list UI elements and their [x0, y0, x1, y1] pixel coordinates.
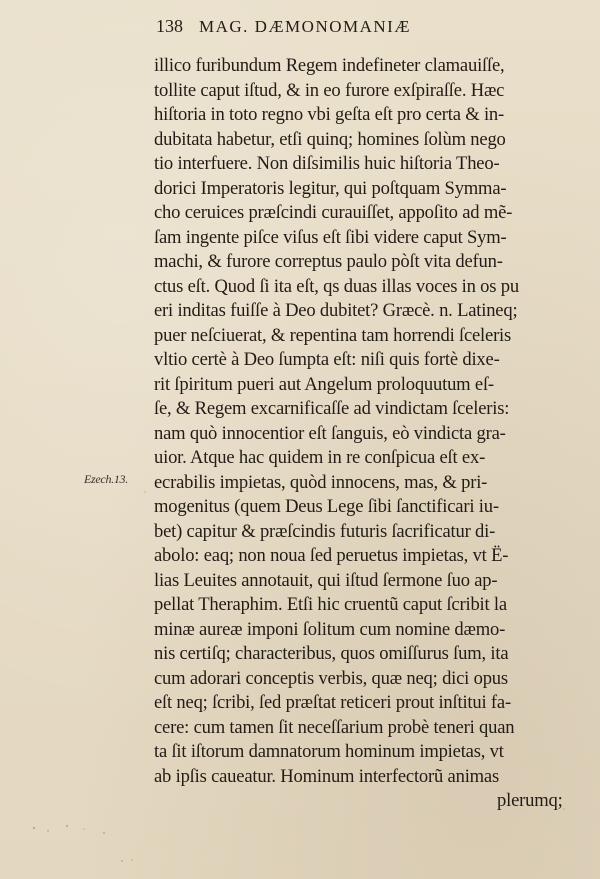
- text-line: eſt neq; ſcribi, ſed præſtat reticeri prout inſtitui fa-: [154, 692, 511, 713]
- text-line: ab ipſis caueatur. Hominum interfectorũ animas: [154, 765, 500, 787]
- catchword: plerumq;: [497, 790, 563, 811]
- text-line: uior. Atque hac quidem in re conſpicua eſt ex-: [154, 447, 486, 468]
- margin-note: Ezech.13.: [84, 472, 128, 486]
- text-line: nam quò innocentior eſt ſanguis, eò vindicta gra-: [154, 422, 506, 444]
- body-text: [154, 54, 584, 814]
- text-line: illico furibundum Regem indefineter clamauiſſe,: [154, 55, 505, 76]
- text-line: tollite caput iſtud, & in eo furore exſpiraſſe. Hæc: [154, 79, 505, 101]
- text-line: ta ſit iſtorum damnatorum hominum impietas, vt: [154, 741, 504, 762]
- text-line: minæ aureæ imponi ſolitum cum nomine dæmo-: [154, 618, 506, 640]
- text-line: lias Leuites annotauit, qui iſtud ſermone ſuo ap-: [154, 569, 498, 591]
- page-header: [156, 16, 576, 44]
- text-line: ctus eſt. Quod ſi ita eſt, qs duas illas voces in os pu: [154, 275, 519, 297]
- text-line: hiſtoria in toto regno vbi geſta eſt pro certa & in-: [154, 104, 505, 125]
- text-line: ſe, & Regem excarnificaſſe ad vindictam ſceleris:: [154, 398, 510, 419]
- text-line: bet) capitur & præſcindis futuris ſacrificatur di-: [154, 520, 496, 542]
- text-line: tio interfuere. Non diſsimilis huic hiſtoria Theo-: [154, 153, 500, 174]
- text-line: cum adorari conceptis verbis, quæ neq; dici opus: [154, 667, 508, 689]
- text-line: eri inditas fuiſſe à Deo dubitet? Græcè. n. Latineq;: [154, 300, 518, 321]
- text-line: puer neſciuerat, & repentina tam horrendi ſceleris: [154, 324, 512, 346]
- text-line: abolo: eaq; non noua ſed peruetus impietas, vt Ë-: [154, 545, 509, 566]
- text-line: cere: cum tamen ſit neceſſarium probè teneri quan: [154, 716, 515, 738]
- text-line: machi, & furore correptus paulo pòſt vita defun-: [154, 251, 503, 272]
- text-line: ecrabilis impietas, quòd innocens, mas, & pri-: [154, 471, 488, 493]
- text-line: ſam ingente piſce viſus eſt ſibi videre caput Sym-: [154, 226, 507, 248]
- text-line: nis certiſq; characteribus, quos omiſſurus ſum, ita: [154, 643, 509, 664]
- text-line: mogenitus (quem Deus Lege ſibi ſanctificari iu-: [154, 496, 499, 517]
- text-line: cho ceruices præſcindi curauiſſet, appoſito ad mẽ-: [154, 202, 513, 223]
- text-line: vltio certè à Deo ſumpta eſt: niſi quis fortè dixe-: [154, 349, 500, 370]
- text-line: pellat Theraphim. Etſi hic cruentũ caput ſcribit la: [154, 594, 507, 615]
- page-number: 138: [156, 16, 183, 36]
- text-line: dorici Imperatoris legitur, qui poſtquam Symma-: [154, 177, 507, 199]
- text-line: dubitata habetur, etſi quinq; homines ſolùm nego: [154, 128, 506, 150]
- text-line: rit ſpiritum pueri aut Angelum proloquutum eſ-: [154, 373, 494, 395]
- running-title: MAG. DÆMONOMANIÆ: [199, 17, 411, 36]
